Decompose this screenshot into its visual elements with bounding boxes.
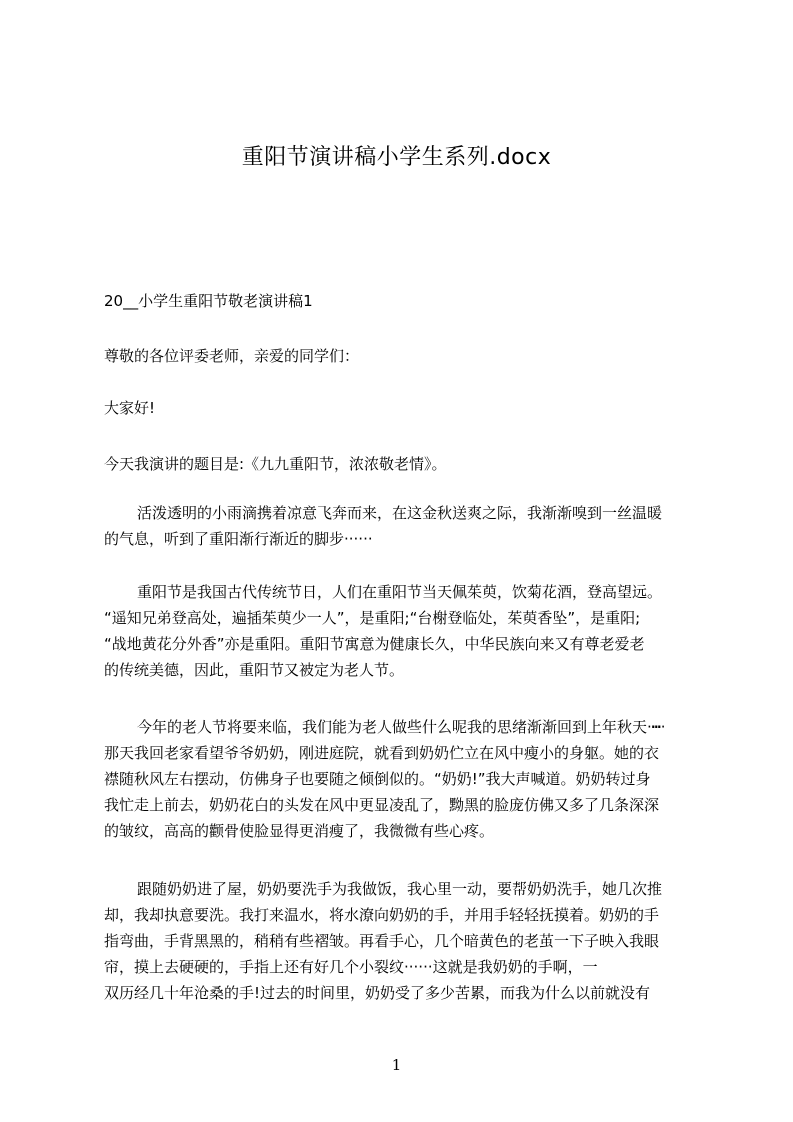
paragraph-line: 的皱纹，高高的颧骨使脸显得更消瘦了，我微微有些心疼。 (104, 822, 495, 840)
paragraph-line: 那天我回老家看望爷爷奶奶，刚进庭院，就看到奶奶伫立在风中瘦小的身躯。她的衣 (104, 744, 660, 762)
page-number: 1 (391, 1056, 402, 1074)
paragraph-line: 的传统美德，因此，重阳节又被定为老人节。 (104, 661, 405, 679)
paragraph-line: “战地黄花分外香”亦是重阳。重阳节寓意为健康长久，中华民族向来又有尊老爱老 (104, 635, 645, 653)
paragraph-2 (104, 579, 698, 683)
paragraph-1 (104, 500, 698, 552)
paragraph-line: 跟随奶奶进了屋，奶奶要洗手为我做饭，我心里一动，要帮奶奶洗手，她几次推 (137, 880, 663, 898)
document-title: 重阳节演讲稿小学生系列.docx (241, 145, 552, 170)
topic-line: 今天我演讲的题目是:《九九重阳节，浓浓敬老情》。 (104, 455, 447, 473)
paragraph-3 (104, 714, 698, 844)
paragraph-line: 今年的老人节将要来临，我们能为老人做些什么呢我的思绪渐渐回到上年秋天·┅· (137, 718, 666, 736)
paragraph-line: 双历经几十年沧桑的手!过去的时间里，奶奶受了多少苦累，而我为什么以前就没有 (104, 984, 651, 1002)
speech-heading: 20__小学生重阳节敬老演讲稿1 (104, 292, 313, 310)
salutation-line: 尊敬的各位评委老师，亲爱的同学们： (104, 347, 360, 365)
paragraph-line: 指弯曲，手背黑黑的，稍稍有些褶皱。再看手心，几个暗黄色的老茧一下子映入我眼 (104, 932, 660, 950)
paragraph-line: 的气息，听到了重阳渐行渐近的脚步······ (104, 530, 373, 548)
paragraph-line: 帘，摸上去硬硬的，手指上还有好几个小裂纹······这就是我奶奶的手啊，一 (104, 958, 598, 976)
paragraph-line: 我忙走上前去，奶奶花白的头发在风中更显凌乱了，黝黑的脸庞仿佛又多了几条深深 (104, 796, 660, 814)
paragraph-line: 襟随秋风左右摆动，仿佛身子也要随之倾倒似的。“奶奶!”我大声喊道。奶奶转过身 (104, 770, 651, 788)
paragraph-line: 活泼透明的小雨滴携着凉意飞奔而来，在这金秋送爽之际，我渐渐嗅到一丝温暖 (137, 504, 663, 522)
paragraph-4 (104, 876, 698, 1006)
greeting-line: 大家好! (104, 399, 156, 417)
paragraph-line: “遥知兄弟登高处，遍插茱萸少一人”，是重阳;“台榭登临处，茱萸香坠”，是重阳; (104, 609, 641, 627)
paragraph-line: 却，我却执意要洗。我打来温水，将水潦向奶奶的手，并用手轻轻抚摸着。奶奶的手 (104, 906, 660, 924)
paragraph-line: 重阳节是我国古代传统节日，人们在重阳节当天佩茱萸，饮菊花酒，登高望远。 (137, 583, 663, 601)
